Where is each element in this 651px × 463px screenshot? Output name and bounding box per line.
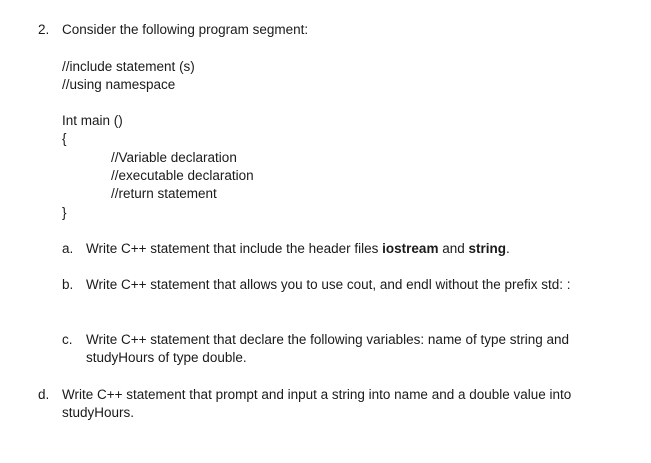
- code-close-brace: }: [62, 205, 67, 220]
- task-d-line1: Write C++ statement that prompt and input a string into name and a double value into: [62, 387, 572, 402]
- code-main-signature: Int main (): [62, 113, 123, 128]
- code-body-line: //executable declaration: [111, 168, 254, 183]
- task-b-text: Write C++ statement that allows you to use cout, and endl without the prefix std: :: [86, 277, 571, 292]
- task-a-marker: a.: [62, 241, 74, 256]
- task-d-line2: studyHours.: [62, 405, 135, 420]
- code-using-comment: //using namespace: [62, 77, 176, 92]
- task-c-marker: c.: [62, 332, 73, 347]
- code-open-brace: {: [62, 131, 67, 146]
- task-a-text-before: Write C++ statement that include the header files: [86, 241, 383, 256]
- question-prompt: Consider the following program segment:: [62, 22, 309, 37]
- code-body-line: //return statement: [111, 186, 217, 201]
- task-c-line2: studyHours of type double.: [86, 350, 247, 365]
- code-include-comment: //include statement (s): [62, 59, 195, 74]
- code-body-line: //Variable declaration: [111, 150, 237, 165]
- task-a-text-middle: and: [438, 241, 469, 256]
- task-a-bold-iostream: iostream: [382, 241, 439, 256]
- task-b-marker: b.: [62, 277, 74, 292]
- task-a-bold-string: string: [468, 241, 506, 256]
- question-number: 2.: [38, 22, 50, 37]
- task-a-text: [86, 240, 510, 258]
- task-a-text-after: .: [506, 241, 510, 256]
- task-d-marker: d.: [38, 387, 50, 402]
- task-c-line1: Write C++ statement that declare the following variables: name of type string and: [86, 332, 570, 347]
